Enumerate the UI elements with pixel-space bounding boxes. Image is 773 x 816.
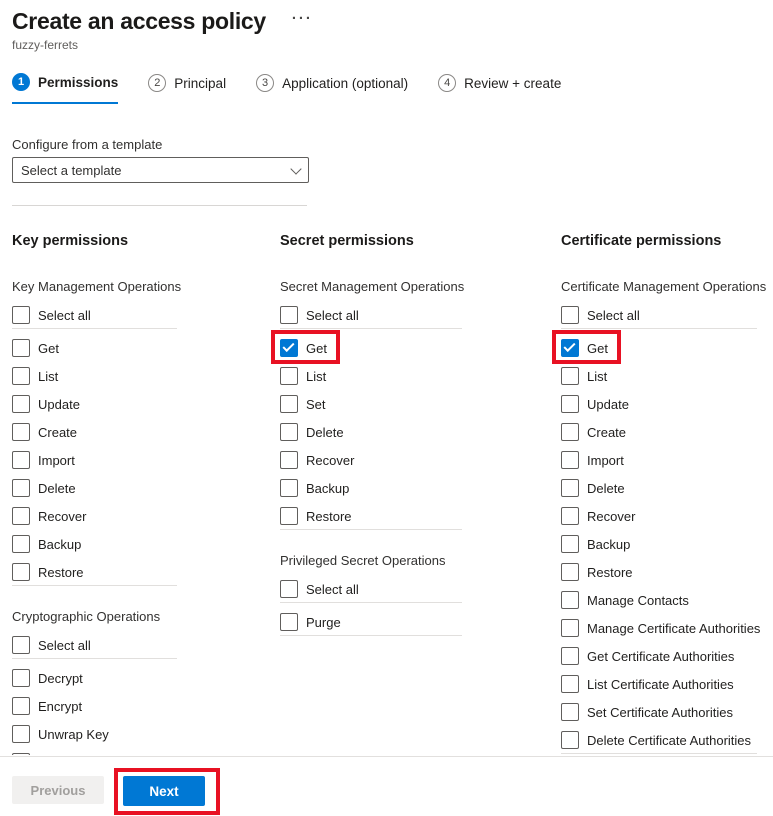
footer-bar xyxy=(0,756,773,816)
permission-label: Select all xyxy=(38,307,91,323)
permission-label: Get xyxy=(38,340,59,356)
step-number: 1 xyxy=(12,73,30,91)
template-section xyxy=(12,137,761,183)
permission-label: Delete xyxy=(306,424,344,440)
permission-label: Create xyxy=(38,424,78,440)
checkbox-backup[interactable] xyxy=(561,535,579,553)
step-number: 4 xyxy=(438,74,456,92)
permission-label: List Certificate Authorities xyxy=(587,676,734,692)
checkbox-list[interactable] xyxy=(12,367,30,385)
checkbox-recover[interactable] xyxy=(561,507,579,525)
permission-row-restore[interactable] xyxy=(280,507,548,525)
checkbox-set[interactable] xyxy=(280,395,298,413)
permission-label: Delete Certificate Authorities xyxy=(587,732,752,748)
permission-row-list[interactable] xyxy=(561,367,773,385)
group-divider xyxy=(280,529,462,530)
checkbox-manage-contacts[interactable] xyxy=(561,591,579,609)
permission-label: Get Certificate Authorities xyxy=(587,648,735,664)
permission-label: Get xyxy=(587,340,608,356)
permission-row-encrypt[interactable] xyxy=(12,697,268,715)
permission-row-create[interactable] xyxy=(12,423,268,441)
permission-label: Set xyxy=(306,396,326,412)
permission-row-import[interactable] xyxy=(12,451,268,469)
previous-button[interactable]: Previous xyxy=(12,776,104,804)
checkbox-restore[interactable] xyxy=(561,563,579,581)
permission-row-select-all[interactable] xyxy=(280,306,548,324)
permission-row-create[interactable] xyxy=(561,423,773,441)
checkbox-decrypt[interactable] xyxy=(12,669,30,687)
group-divider xyxy=(12,585,177,586)
checkbox-encrypt[interactable] xyxy=(12,697,30,715)
step-application-optional[interactable] xyxy=(256,73,408,104)
permission-row-decrypt[interactable] xyxy=(12,669,268,687)
checkbox-manage-certificate-authorities[interactable] xyxy=(561,619,579,637)
checkbox-recover[interactable] xyxy=(280,451,298,469)
permission-label: List xyxy=(587,368,608,384)
permission-label: Import xyxy=(587,452,624,468)
permissions-columns xyxy=(0,233,773,755)
group-label-cryptographic-operations: Cryptographic Operations xyxy=(12,609,161,624)
checkbox-restore[interactable] xyxy=(12,563,30,581)
permission-row-get-certificate-authorities[interactable] xyxy=(561,647,773,665)
checkbox-restore[interactable] xyxy=(280,507,298,525)
permission-label: Recover xyxy=(38,508,87,524)
checkbox-create[interactable] xyxy=(561,423,579,441)
permission-label: Recover xyxy=(306,452,355,468)
permission-row-delete[interactable] xyxy=(561,479,773,497)
permission-row-select-all[interactable] xyxy=(280,580,548,598)
permission-row-select-all[interactable] xyxy=(12,306,268,324)
permission-row-list-certificate-authorities[interactable] xyxy=(561,675,773,693)
next-button[interactable]: Next xyxy=(123,776,205,806)
permission-label: Manage Certificate Authorities xyxy=(587,620,761,636)
step-label: Review + create xyxy=(464,75,562,91)
step-review-create[interactable] xyxy=(438,73,561,104)
permission-row-select-all[interactable] xyxy=(561,306,773,324)
permission-row-delete-certificate-authorities[interactable] xyxy=(561,731,773,749)
group-divider xyxy=(561,328,757,329)
permission-label: Delete xyxy=(587,480,625,496)
permission-label: Get xyxy=(306,340,327,356)
checkbox-select-all[interactable] xyxy=(561,306,579,324)
permission-row-restore[interactable] xyxy=(12,563,268,581)
permission-label: Encrypt xyxy=(38,698,83,714)
checkbox-update[interactable] xyxy=(12,395,30,413)
checkbox-get[interactable] xyxy=(280,339,298,357)
permission-label: Update xyxy=(587,396,629,412)
permission-row-recover[interactable] xyxy=(561,507,773,525)
permission-row-manage-certificate-authorities[interactable] xyxy=(561,619,773,637)
permission-label: Select all xyxy=(587,307,640,323)
permission-row-import[interactable] xyxy=(561,451,773,469)
permission-label: Purge xyxy=(306,614,341,630)
checkbox-import[interactable] xyxy=(12,451,30,469)
more-options-icon[interactable]: ··· xyxy=(291,10,313,27)
section-divider xyxy=(12,205,307,206)
checkbox-list[interactable] xyxy=(561,367,579,385)
permission-row-unwrap-key[interactable] xyxy=(12,725,268,743)
group-divider xyxy=(280,328,462,329)
checkbox-delete-certificate-authorities[interactable] xyxy=(561,731,579,749)
permission-row-manage-contacts[interactable] xyxy=(561,591,773,609)
permission-row-item[interactable] xyxy=(12,753,268,755)
checkbox-select-all[interactable] xyxy=(12,636,30,654)
checkbox-select-all[interactable] xyxy=(280,580,298,598)
group-label-key-management-operations: Key Management Operations xyxy=(12,279,182,294)
permission-row-get[interactable] xyxy=(280,339,327,357)
step-number: 2 xyxy=(148,74,166,92)
column-secret-permissions xyxy=(280,233,548,659)
permission-label: Decrypt xyxy=(38,670,83,686)
checkbox-item[interactable] xyxy=(12,753,30,755)
checkbox-get-certificate-authorities[interactable] xyxy=(561,647,579,665)
checkbox-delete[interactable] xyxy=(280,423,298,441)
permission-label: Manage Contacts xyxy=(587,592,689,608)
column-title: Certificate permissions xyxy=(561,233,722,249)
permission-row-purge[interactable] xyxy=(280,613,548,631)
template-select[interactable] xyxy=(12,157,309,183)
permission-row-backup[interactable] xyxy=(561,535,773,553)
permission-row-backup[interactable] xyxy=(280,479,548,497)
checkbox-set-certificate-authorities[interactable] xyxy=(561,703,579,721)
step-label: Application (optional) xyxy=(282,75,409,91)
chevron-down-icon xyxy=(290,163,301,174)
permission-label: Delete xyxy=(38,480,76,496)
permission-label: Restore xyxy=(587,564,633,580)
checkbox-backup[interactable] xyxy=(12,535,30,553)
permission-label: Backup xyxy=(38,536,82,552)
step-permissions[interactable] xyxy=(12,73,118,104)
panel-header xyxy=(0,0,773,52)
permission-row-set-certificate-authorities[interactable] xyxy=(561,703,773,721)
checkbox-get[interactable] xyxy=(561,339,579,357)
group-divider xyxy=(280,602,462,603)
group-divider xyxy=(280,635,462,636)
permission-label: List xyxy=(38,368,59,384)
permission-label: List xyxy=(306,368,327,384)
permission-label: Set Certificate Authorities xyxy=(587,704,733,720)
permission-label: Import xyxy=(38,452,75,468)
permission-row-recover[interactable] xyxy=(12,507,268,525)
checkbox-backup[interactable] xyxy=(280,479,298,497)
group-divider xyxy=(12,658,177,659)
checkbox-select-all[interactable] xyxy=(12,306,30,324)
permission-label: Update xyxy=(38,396,80,412)
checkbox-recover[interactable] xyxy=(12,507,30,525)
checkbox-delete[interactable] xyxy=(12,479,30,497)
checkbox-unwrap-key[interactable] xyxy=(12,725,30,743)
group-label-secret-management-operations: Secret Management Operations xyxy=(280,279,465,294)
permission-row-recover[interactable] xyxy=(280,451,548,469)
permission-label: Recover xyxy=(587,508,636,524)
permission-label: Select all xyxy=(306,581,359,597)
group-label-certificate-management-operations: Certificate Management Operations xyxy=(561,279,767,294)
step-label: Principal xyxy=(174,75,227,91)
checkbox-list[interactable] xyxy=(280,367,298,385)
vault-name: fuzzy-ferrets xyxy=(12,38,79,52)
group-divider xyxy=(12,328,177,329)
checkbox-purge[interactable] xyxy=(280,613,298,631)
group-divider xyxy=(561,753,757,754)
permission-row-delete[interactable] xyxy=(12,479,268,497)
column-certificate-permissions xyxy=(561,233,773,755)
checkbox-list-certificate-authorities[interactable] xyxy=(561,675,579,693)
permission-row-select-all[interactable] xyxy=(12,636,268,654)
step-number: 3 xyxy=(256,74,274,92)
column-key-permissions xyxy=(12,233,268,755)
permission-row-list[interactable] xyxy=(12,367,268,385)
permission-row-get[interactable] xyxy=(12,339,268,357)
column-title: Secret permissions xyxy=(280,233,414,249)
permission-label: Select all xyxy=(38,637,91,653)
permission-label: Restore xyxy=(38,564,84,580)
permission-row-update[interactable] xyxy=(12,395,268,413)
checkbox-select-all[interactable] xyxy=(280,306,298,324)
checkbox-delete[interactable] xyxy=(561,479,579,497)
permission-label: Backup xyxy=(306,480,350,496)
permission-label: Select all xyxy=(306,307,359,323)
step-principal[interactable] xyxy=(148,73,226,104)
checkbox-get[interactable] xyxy=(12,339,30,357)
permission-row-backup[interactable] xyxy=(12,535,268,553)
checkbox-import[interactable] xyxy=(561,451,579,469)
permission-row-restore[interactable] xyxy=(561,563,773,581)
permission-label: Unwrap Key xyxy=(38,726,109,742)
permission-row-set[interactable] xyxy=(280,395,548,413)
group-label-privileged-secret-operations: Privileged Secret Operations xyxy=(280,553,446,568)
permission-label: Backup xyxy=(587,536,631,552)
page-title: Create an access policy xyxy=(12,8,266,34)
column-title: Key permissions xyxy=(12,233,129,249)
template-field-label: Configure from a template xyxy=(12,137,163,152)
template-select-value: Select a template xyxy=(21,162,122,178)
checkbox-update[interactable] xyxy=(561,395,579,413)
permission-row-delete[interactable] xyxy=(280,423,548,441)
checkbox-create[interactable] xyxy=(12,423,30,441)
step-label: Permissions xyxy=(38,74,119,90)
permission-row-update[interactable] xyxy=(561,395,773,413)
permission-label: Create xyxy=(587,424,627,440)
permission-row-list[interactable] xyxy=(280,367,548,385)
permission-label: Restore xyxy=(306,508,352,524)
wizard-steps xyxy=(12,73,773,104)
permission-row-get[interactable] xyxy=(561,339,608,357)
